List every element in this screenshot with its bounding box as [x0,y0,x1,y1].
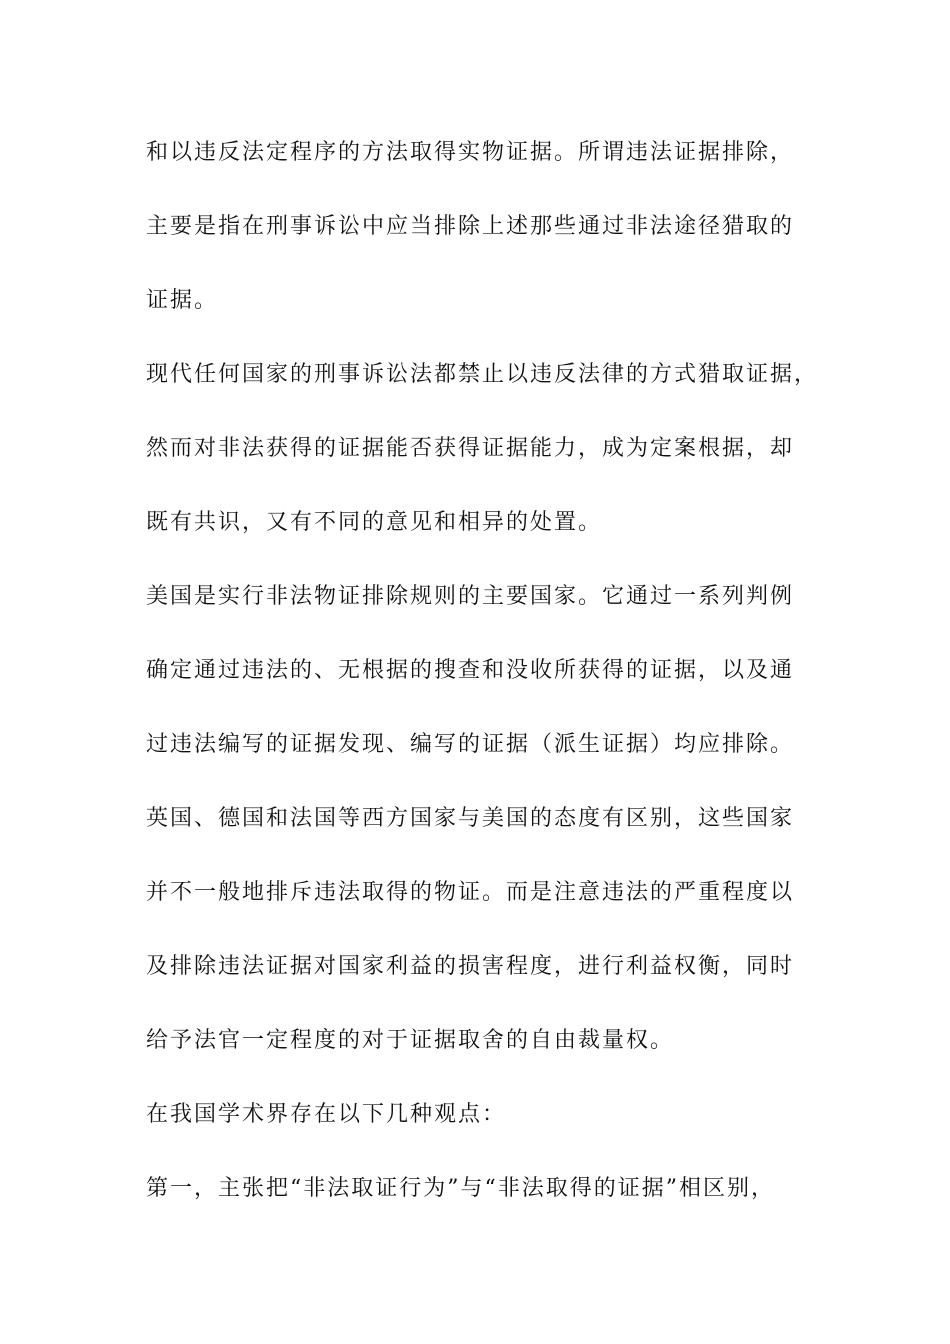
text-line-1: 和以违反法定程序的方法取得实物证据。所谓违法证据排除， [146,140,795,165]
text-line-11: 并不一般地排斥违法取得的物证。而是注意违法的严重程度以 [146,880,795,905]
text-line-4: 现代任何国家的刑事诉讼法都禁止以违反法律的方式猎取证据， [146,362,819,387]
text-line-7: 美国是实行非法物证排除规则的主要国家。它通过一系列判例 [146,584,795,609]
text-line-10: 英国、德国和法国等西方国家与美国的态度有区别，这些国家 [146,806,795,831]
body-text [146,133,826,1243]
text-line-2: 主要是指在刑事诉讼中应当排除上述那些通过非法途径猎取的 [146,214,795,239]
text-line-15: 第一，主张把“非法取证行为”与“非法取得的证据”相区别， [146,1176,775,1201]
text-line-9: 过违法编写的证据发现、编写的证据（派生证据）均应排除。 [146,732,795,757]
text-line-8: 确定通过违法的、无根据的搜查和没收所获得的证据，以及通 [146,658,795,683]
text-line-14: 在我国学术界存在以下几种观点： [146,1102,507,1127]
text-line-6: 既有共识，又有不同的意见和相异的处置。 [146,510,603,535]
text-line-5: 然而对非法获得的证据能否获得证据能力，成为定案根据，却 [146,436,795,461]
text-line-12: 及排除违法证据对国家利益的损害程度，进行利益权衡，同时 [146,954,795,979]
text-line-3: 证据。 [146,288,219,313]
text-line-13: 给予法官一定程度的对于证据取舍的自由裁量权。 [146,1028,675,1053]
